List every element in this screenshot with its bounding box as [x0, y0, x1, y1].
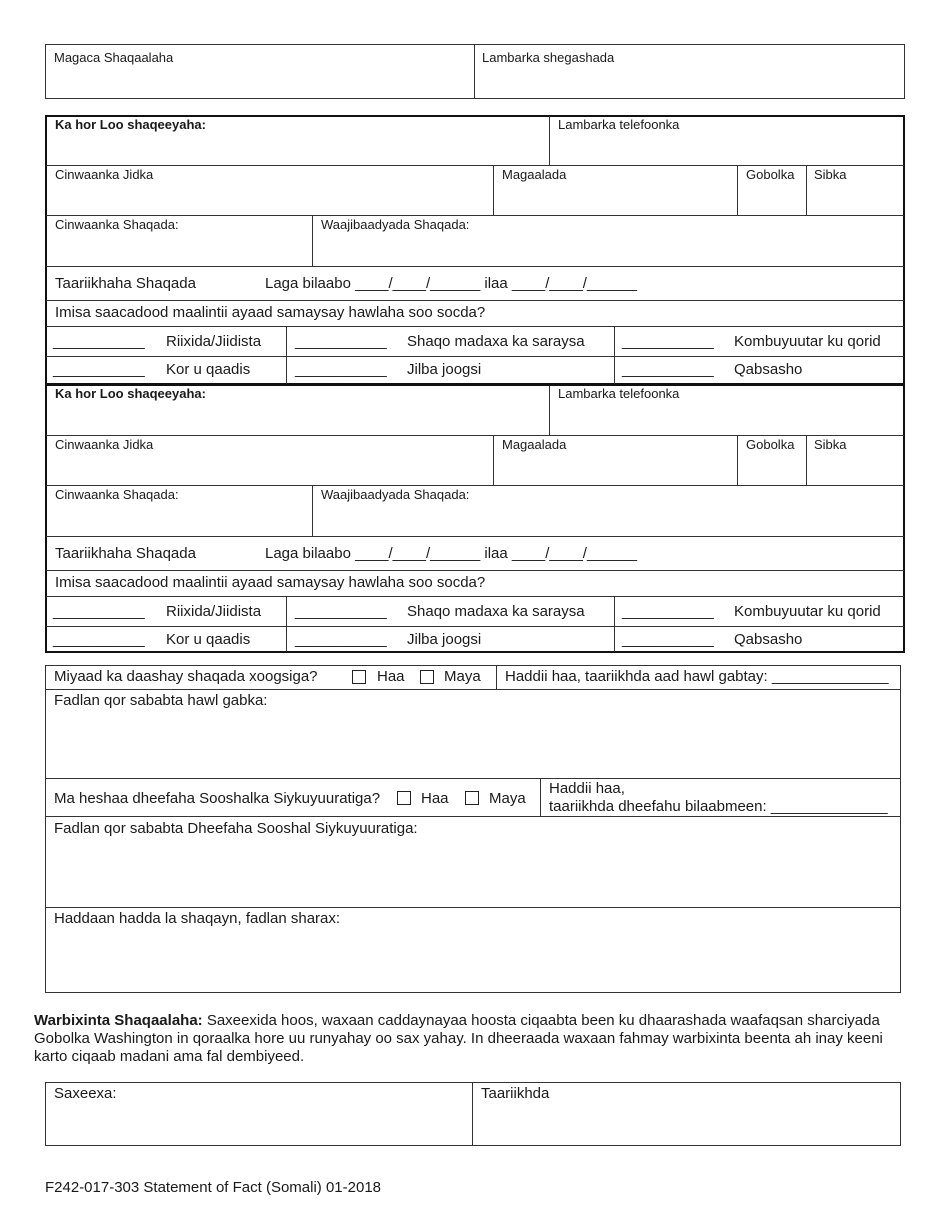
activity-blank[interactable]: ___________: [622, 333, 714, 350]
previous-employer-label: Ka hor Loo shaqeeyaha:: [55, 386, 206, 401]
quit-question: Miyaad ka daashay shaqada xoogsiga?: [54, 668, 318, 685]
employer-name-label: Magaca Shaqaalaha: [54, 50, 174, 65]
job-address-label: Cinwaanka Shaqada:: [55, 487, 179, 502]
activity-label: Shaqo madaxa ka saraysa: [407, 333, 585, 350]
phone-label: Lambarka telefoonka: [558, 386, 680, 401]
ss-yes-checkbox[interactable]: [397, 791, 411, 805]
state-label: Gobolka: [746, 437, 795, 452]
divider: [806, 165, 807, 215]
statement-paragraph: [34, 1012, 904, 1066]
activity-blank[interactable]: ___________: [295, 361, 387, 378]
activity-blank[interactable]: ___________: [53, 603, 145, 620]
activity-label: Riixida/Jiidista: [166, 333, 262, 350]
activity-blank[interactable]: ___________: [53, 361, 145, 378]
previous-employer-label: Ka hor Loo shaqeeyaha:: [55, 117, 206, 132]
divider: [46, 778, 900, 779]
divider: [312, 215, 313, 266]
signature-box: [45, 1082, 901, 1146]
divider: [46, 907, 900, 908]
activity-label: Kombuyuutar ku qorid: [734, 333, 881, 350]
divider: [46, 485, 904, 486]
header-box: [45, 44, 905, 99]
job-dates-range[interactable]: Laga bilaabo ____/____/______ ilaa ____/____/______: [265, 275, 638, 292]
divider: [46, 626, 904, 627]
ss-no-checkbox[interactable]: [465, 791, 479, 805]
activity-blank[interactable]: ___________: [622, 631, 714, 648]
activity-label: Jilba joogsi: [407, 631, 482, 648]
job-duties-label: Waajibaadyada Shaqada:: [321, 217, 470, 232]
header-divider: [474, 44, 475, 99]
ss-date-field[interactable]: taariikhda dheefahu bilaabmeen: ______________: [549, 798, 888, 815]
activity-label: Riixida/Jiidista: [166, 603, 262, 620]
divider: [46, 356, 904, 357]
quit-yes-label: Haa: [377, 668, 405, 685]
claim-number-label: Lambarka shegashada: [482, 50, 615, 65]
divider: [46, 536, 904, 537]
divider: [549, 116, 550, 165]
street-address-label: Cinwaanka Jidka: [55, 437, 154, 452]
activity-label: Kor u qaadis: [166, 361, 251, 378]
divider: [737, 435, 738, 485]
city-label: Magaalada: [502, 437, 567, 452]
quit-date-field[interactable]: Haddii haa, taariikhda aad hawl gabtay: ______________: [505, 668, 889, 685]
activity-label: Kombuyuutar ku qorid: [734, 603, 881, 620]
quit-reason-label: Fadlan qor sababta hawl gabka:: [54, 692, 268, 709]
ss-question: Ma heshaa dheefaha Sooshalka Siykuyuuratiga?: [54, 790, 381, 807]
activity-blank[interactable]: ___________: [295, 603, 387, 620]
activity-blank[interactable]: ___________: [53, 631, 145, 648]
ss-no-label: Maya: [489, 790, 526, 807]
divider: [46, 435, 904, 436]
divider: [46, 215, 904, 216]
activity-label: Qabsasho: [734, 361, 803, 378]
activity-label: Jilba joogsi: [407, 361, 482, 378]
signature-date-label: Taariikhda: [481, 1085, 550, 1102]
divider: [46, 266, 904, 267]
not-working-label: Haddaan hadda la shaqayn, fadlan sharax:: [54, 910, 341, 927]
divider: [46, 689, 900, 690]
divider: [614, 326, 615, 384]
divider: [737, 165, 738, 215]
hours-question: Imisa saacadood maalintii ayaad samaysay hawlaha soo socda?: [55, 304, 486, 321]
divider: [46, 816, 900, 817]
activity-blank[interactable]: ___________: [622, 361, 714, 378]
zip-label: Sibka: [814, 167, 847, 182]
divider: [496, 665, 497, 689]
divider: [540, 778, 541, 816]
activity-blank[interactable]: ___________: [53, 333, 145, 350]
signature-label: Saxeexa:: [54, 1085, 117, 1102]
divider: [806, 435, 807, 485]
activity-blank[interactable]: ___________: [295, 333, 387, 350]
statement-title: Warbixinta Shaqaalaha:: [34, 1012, 203, 1029]
job-duties-label: Waajibaadyada Shaqada:: [321, 487, 470, 502]
quit-no-label: Maya: [444, 668, 481, 685]
divider: [286, 326, 287, 384]
divider: [46, 165, 904, 166]
city-label: Magaalada: [502, 167, 567, 182]
state-label: Gobolka: [746, 167, 795, 182]
divider: [472, 1082, 473, 1146]
activity-label: Qabsasho: [734, 631, 803, 648]
phone-label: Lambarka telefoonka: [558, 117, 680, 132]
activity-blank[interactable]: ___________: [622, 603, 714, 620]
activity-label: Shaqo madaxa ka saraysa: [407, 603, 585, 620]
divider: [493, 435, 494, 485]
divider: [549, 386, 550, 435]
hours-question: Imisa saacadood maalintii ayaad samaysay hawlaha soo socda?: [55, 574, 486, 591]
job-dates-label: Taariikhaha Shaqada: [55, 545, 196, 562]
activity-label: Kor u qaadis: [166, 631, 251, 648]
quit-yes-checkbox[interactable]: [352, 670, 366, 684]
job-address-label: Cinwaanka Shaqada:: [55, 217, 179, 232]
divider: [312, 485, 313, 536]
divider: [286, 596, 287, 652]
job-dates-label: Taariikhaha Shaqada: [55, 275, 196, 292]
divider: [46, 570, 904, 571]
form-id: F242-017-303 Statement of Fact (Somali) 01-2018: [45, 1179, 382, 1196]
ss-yes-label: Haa: [421, 790, 449, 807]
job-dates-range[interactable]: Laga bilaabo ____/____/______ ilaa ____/____/______: [265, 545, 638, 562]
street-address-label: Cinwaanka Jidka: [55, 167, 154, 182]
divider: [46, 326, 904, 327]
ss-reason-label: Fadlan qor sababta Dheefaha Sooshal Siykuyuuratiga:: [54, 820, 418, 837]
activity-blank[interactable]: ___________: [295, 631, 387, 648]
divider: [46, 300, 904, 301]
divider: [614, 596, 615, 652]
statement-body: Saxeexida hoos, waxaan caddaynayaa hoosta ciqaabta been ku dhaarashada waafaqsan sharciyada Gobolka Washington in qoraalka hore uu runyahay oo sax yahay. In dheeraada waxaan fahmay warbixinta beenta ah inay keeni karto ciqaab madani ama fal dembiyeed.: [34, 1012, 883, 1065]
ss-date-line1: Haddii haa,: [549, 780, 625, 797]
divider: [493, 165, 494, 215]
zip-label: Sibka: [814, 437, 847, 452]
quit-no-checkbox[interactable]: [420, 670, 434, 684]
divider: [46, 596, 904, 597]
